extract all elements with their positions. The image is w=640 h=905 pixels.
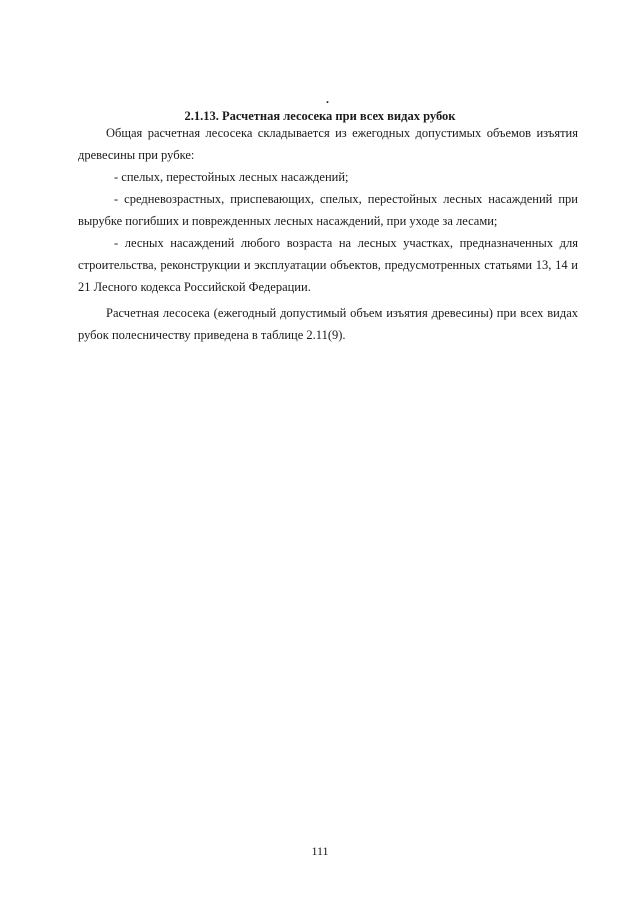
page-number: 111 [311,844,329,858]
paragraph-table-reference: Расчетная лесосека (ежегодный допустимый объем изъятия древесины) при всех видах рубок полесничеству приведена в таблице 2.11(9). [78,306,578,342]
section-heading: 2.1.13. Расчетная лесосека при всех видах рубок [184,109,456,123]
paragraph-intro: Общая расчетная лесосека складывается из ежегодных допустимых объемов изъятия древесины при рубке: [78,126,578,162]
page-mark: . [326,92,329,106]
list-item-mature-stands: - спелых, перестойных лесных насаждений; [114,170,349,184]
list-item-middle-aged-stands: - средневозрастных, приспевающих, спелых, перестойных лесных насаждений при вырубке погибших и поврежденных лесных насаждений, при уходе за лесами; [78,192,578,228]
list-item-any-age-stands: - лесных насаждений любого возраста на лесных участках, предназначенных для строительства, реконструкции и эксплуатации объектов, предусмотренных статьями 13, 14 и 21 Лесного кодекса Российской Федерации. [78,236,578,294]
